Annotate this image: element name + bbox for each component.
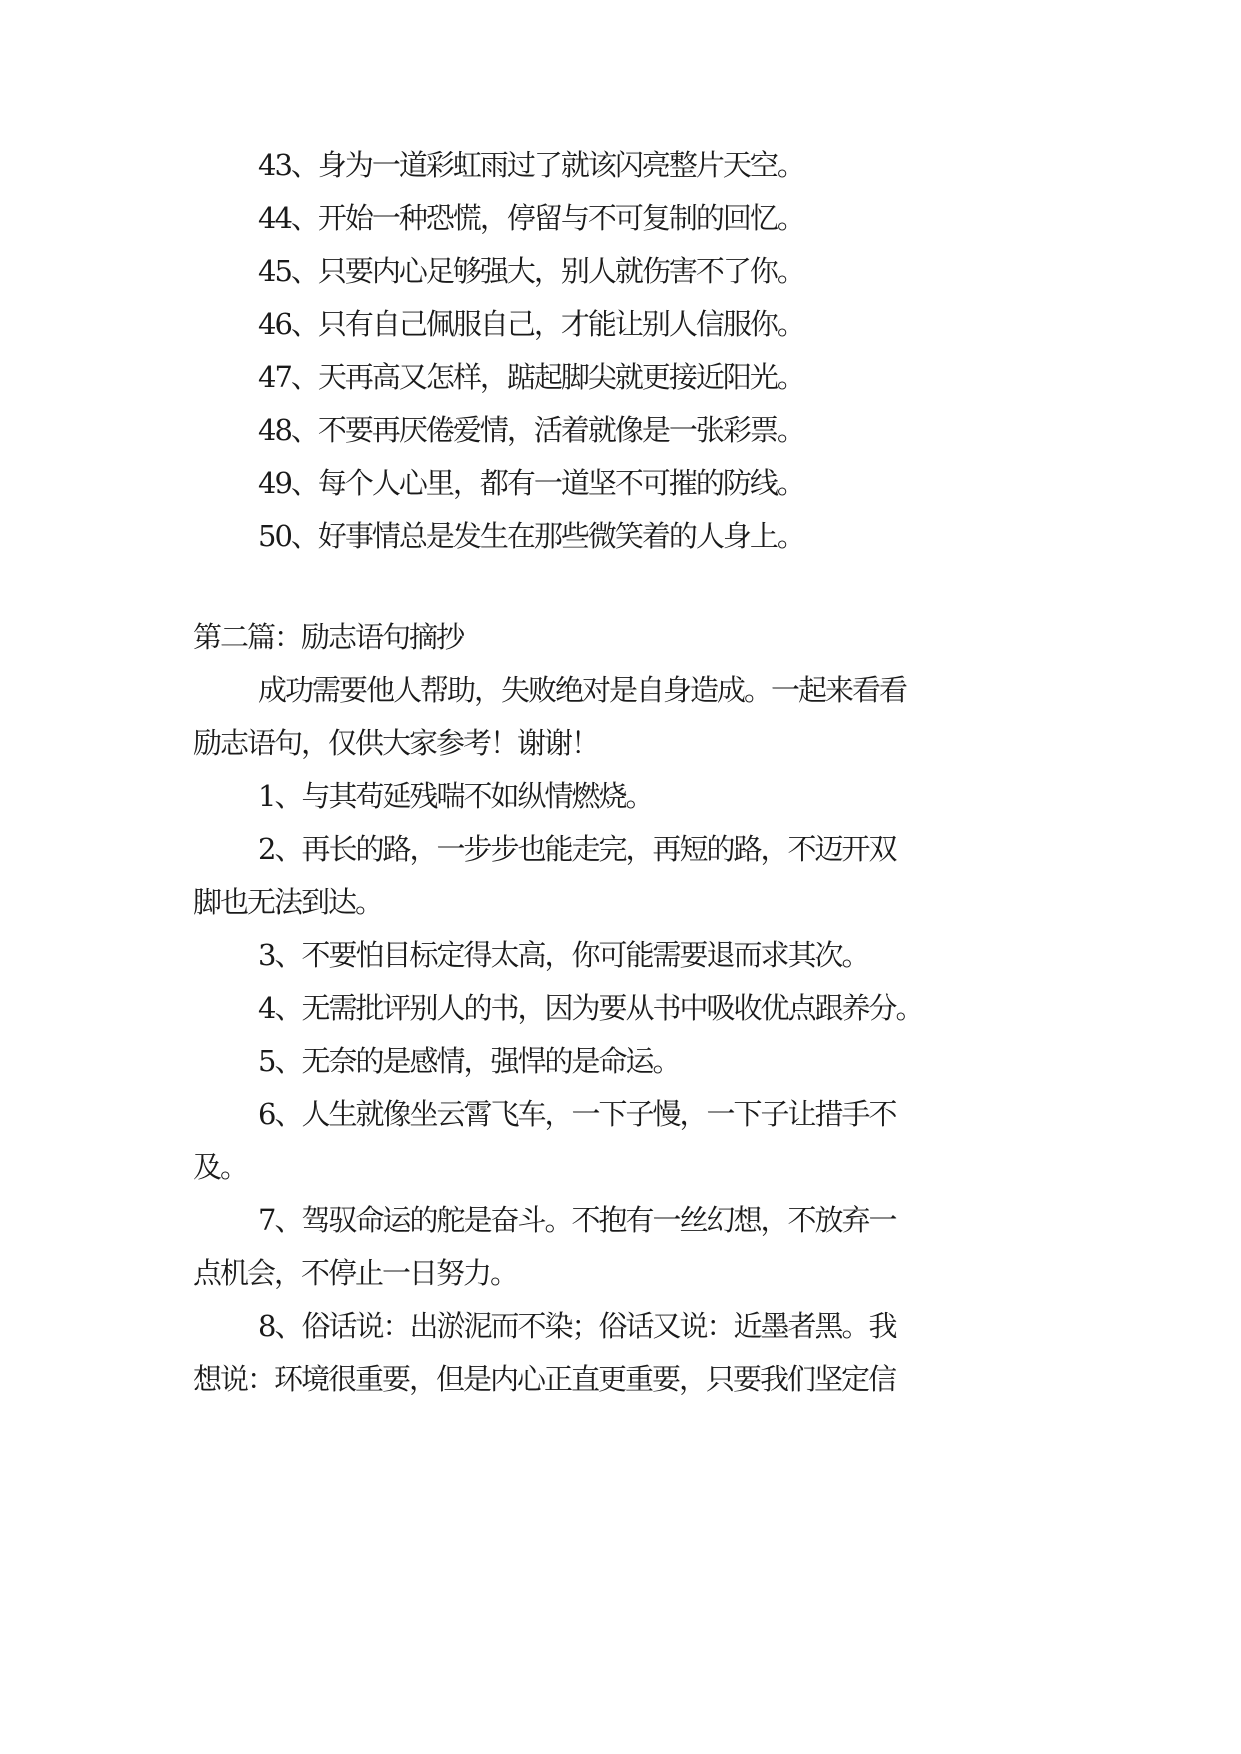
list-item-43: 43、身为一道彩虹雨过了就该闪亮整片天空。 (258, 148, 804, 182)
list-item-45: 45、只要内心足够强大，别人就伤害不了你。 (258, 254, 804, 288)
list-item-46: 46、只有自己佩服自己，才能让别人信服你。 (258, 307, 804, 341)
quote-3: 3、不要怕目标定得太高，你可能需要退而求其次。 (258, 938, 869, 972)
list-item-47: 47、天再高又怎样，踮起脚尖就更接近阳光。 (258, 360, 804, 394)
quote-4: 4、无需批评别人的书，因为要从书中吸收优点跟养分。 (258, 991, 923, 1025)
intro-line-2: 励志语句，仅供大家参考！谢谢！ (193, 726, 599, 760)
quote-6-line-2: 及。 (193, 1150, 248, 1184)
list-item-50: 50、好事情总是发生在那些微笑着的人身上。 (258, 519, 804, 553)
quote-6-line-1: 6、人生就像坐云霄飞车，一下子慢，一下子让措手不 (258, 1097, 896, 1131)
quote-2-line-1: 2、再长的路，一步步也能走完，再短的路，不迈开双 (258, 832, 896, 866)
list-item-48: 48、不要再厌倦爱情，活着就像是一张彩票。 (258, 413, 804, 447)
quote-7-line-2: 点机会，不停止一日努力。 (193, 1256, 518, 1290)
quote-2-line-2: 脚也无法到达。 (193, 885, 383, 919)
list-item-49: 49、每个人心里，都有一道坚不可摧的防线。 (258, 466, 804, 500)
quote-8-line-1: 8、俗话说：出淤泥而不染；俗话又说：近墨者黑。我 (258, 1309, 896, 1343)
intro-line-1: 成功需要他人帮助，失败绝对是自身造成。一起来看看 (258, 673, 907, 707)
quote-7-line-1: 7、驾驭命运的舵是奋斗。不抱有一丝幻想，不放弃一 (258, 1203, 896, 1237)
section-title: 第二篇：励志语句摘抄 (193, 620, 464, 654)
quote-8-line-2: 想说：环境很重要，但是内心正直更重要，只要我们坚定信 (193, 1362, 896, 1396)
quote-5: 5、无奈的是感情，强悍的是命运。 (258, 1044, 680, 1078)
quote-1: 1、与其苟延残喘不如纵情燃烧。 (258, 779, 653, 813)
list-item-44: 44、开始一种恐慌，停留与不可复制的回忆。 (258, 201, 804, 235)
